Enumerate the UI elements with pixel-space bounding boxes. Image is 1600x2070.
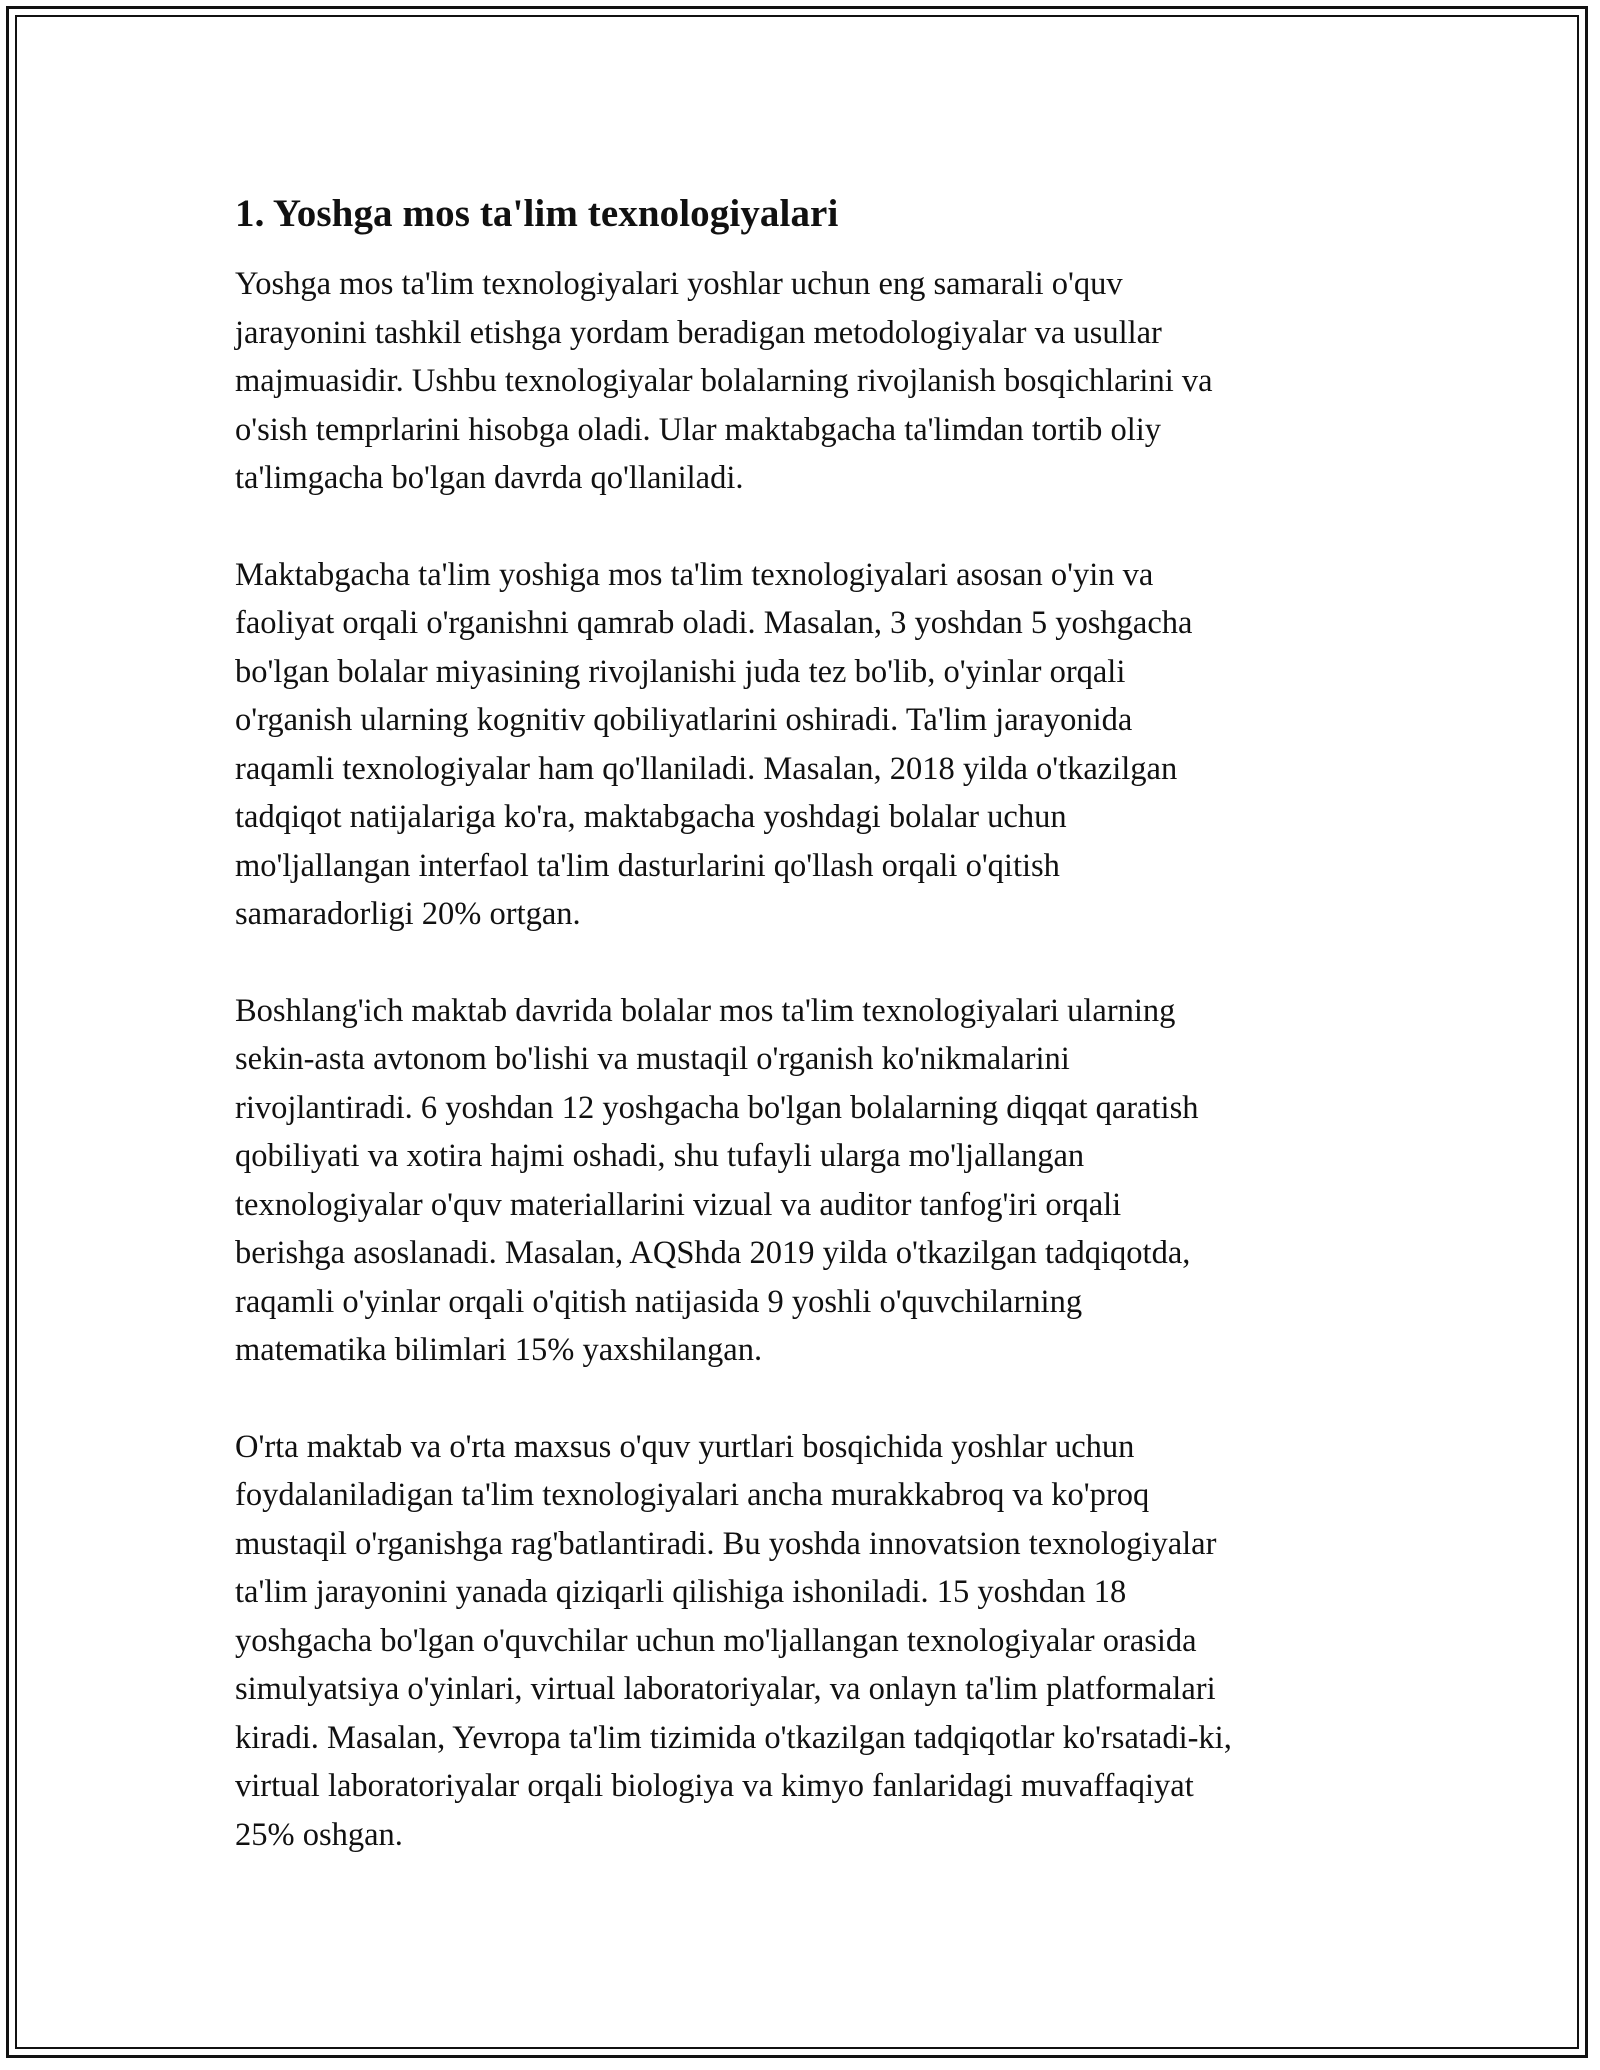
- paragraph-intro: Yoshga mos ta'lim texnologiyalari yoshlar uchun eng samarali o'quv jarayonini tashkil etishga yordam beradigan metodologiyalar va usullar majmuasidir. Ushbu texnologiyalar bolalarning rivojlanish bosqichlarini va o'sish temprlarini hisobga oladi. Ular maktabgacha ta'limdan tortib oliy ta'limgacha bo'lgan davrda qo'llaniladi.: [235, 266, 1213, 496]
- paragraph-preschool: Maktabgacha ta'lim yoshiga mos ta'lim texnologiyalari asosan o'yin va faoliyat orqali o'rganishni qamrab oladi. Masalan, 3 yoshdan 5 yoshgacha bo'lgan bolalar miyasining rivojlanishi juda tez bo'lib, o'yinlar orqali o'rganish ularning kognitiv qobiliyatlarini oshiradi. Ta'lim jarayonida raqamli texnologiyalar ham qo'llaniladi. Masalan, 2018 yilda o'tkazilgan tadqiqot natijalariga ko'ra, maktabgacha yoshdagi bolalar uchun mo'ljallangan interfaol ta'lim dasturlarini qo'llash orqali o'qitish samaradorligi 20% ortgan.: [235, 556, 1193, 932]
- paragraph-secondary-school: O'rta maktab va o'rta maxsus o'quv yurtlari bosqichida yoshlar uchun foydalaniladigan ta'lim texnologiyalari ancha murakkabroq va ko'proq mustaqil o'rganishga rag'batlantiradi. Bu yoshda innovatsion texnologiyalar ta'lim jarayonini yanada qiziqarli qilishiga ishoniladi. 15 yoshdan 18 yoshgacha bo'lgan o'quvchilar uchun mo'ljallangan texnologiyalar orasida simulyatsiya o'yinlari, virtual laboratoriyalar, va onlayn ta'lim platformalari kiradi. Masalan, Yevropa ta'lim tizimida o'tkazilgan tadqiqotlar ko'rsatadi-ki, virtual laboratoriyalar orqali biologiya va kimyo fanlaridagi muvaffaqiyat 25% oshgan.: [235, 1428, 1232, 1853]
- document-body: [235, 186, 1375, 1907]
- paragraph-primary-school: Boshlang'ich maktab davrida bolalar mos ta'lim texnologiyalari ularning sekin-asta avtonom bo'lishi va mustaqil o'rganish ko'nikmalarini rivojlantiradi. 6 yoshdan 12 yoshgacha bo'lgan bolalarning diqqat qaratish qobiliyati va xotira hajmi oshadi, shu tufayli ularga mo'ljallangan texnologiyalar o'quv materiallarini vizual va auditor tanfog'iri orqali berishga asoslanadi. Masalan, AQShda 2019 yilda o'tkazilgan tadqiqotda, raqamli o'yinlar orqali o'qitish natijasida 9 yoshli o'quvchilarning matematika bilimlari 15% yaxshilangan.: [235, 992, 1199, 1368]
- section-heading: 1. Yoshga mos ta'lim texnologiyalari: [235, 192, 839, 235]
